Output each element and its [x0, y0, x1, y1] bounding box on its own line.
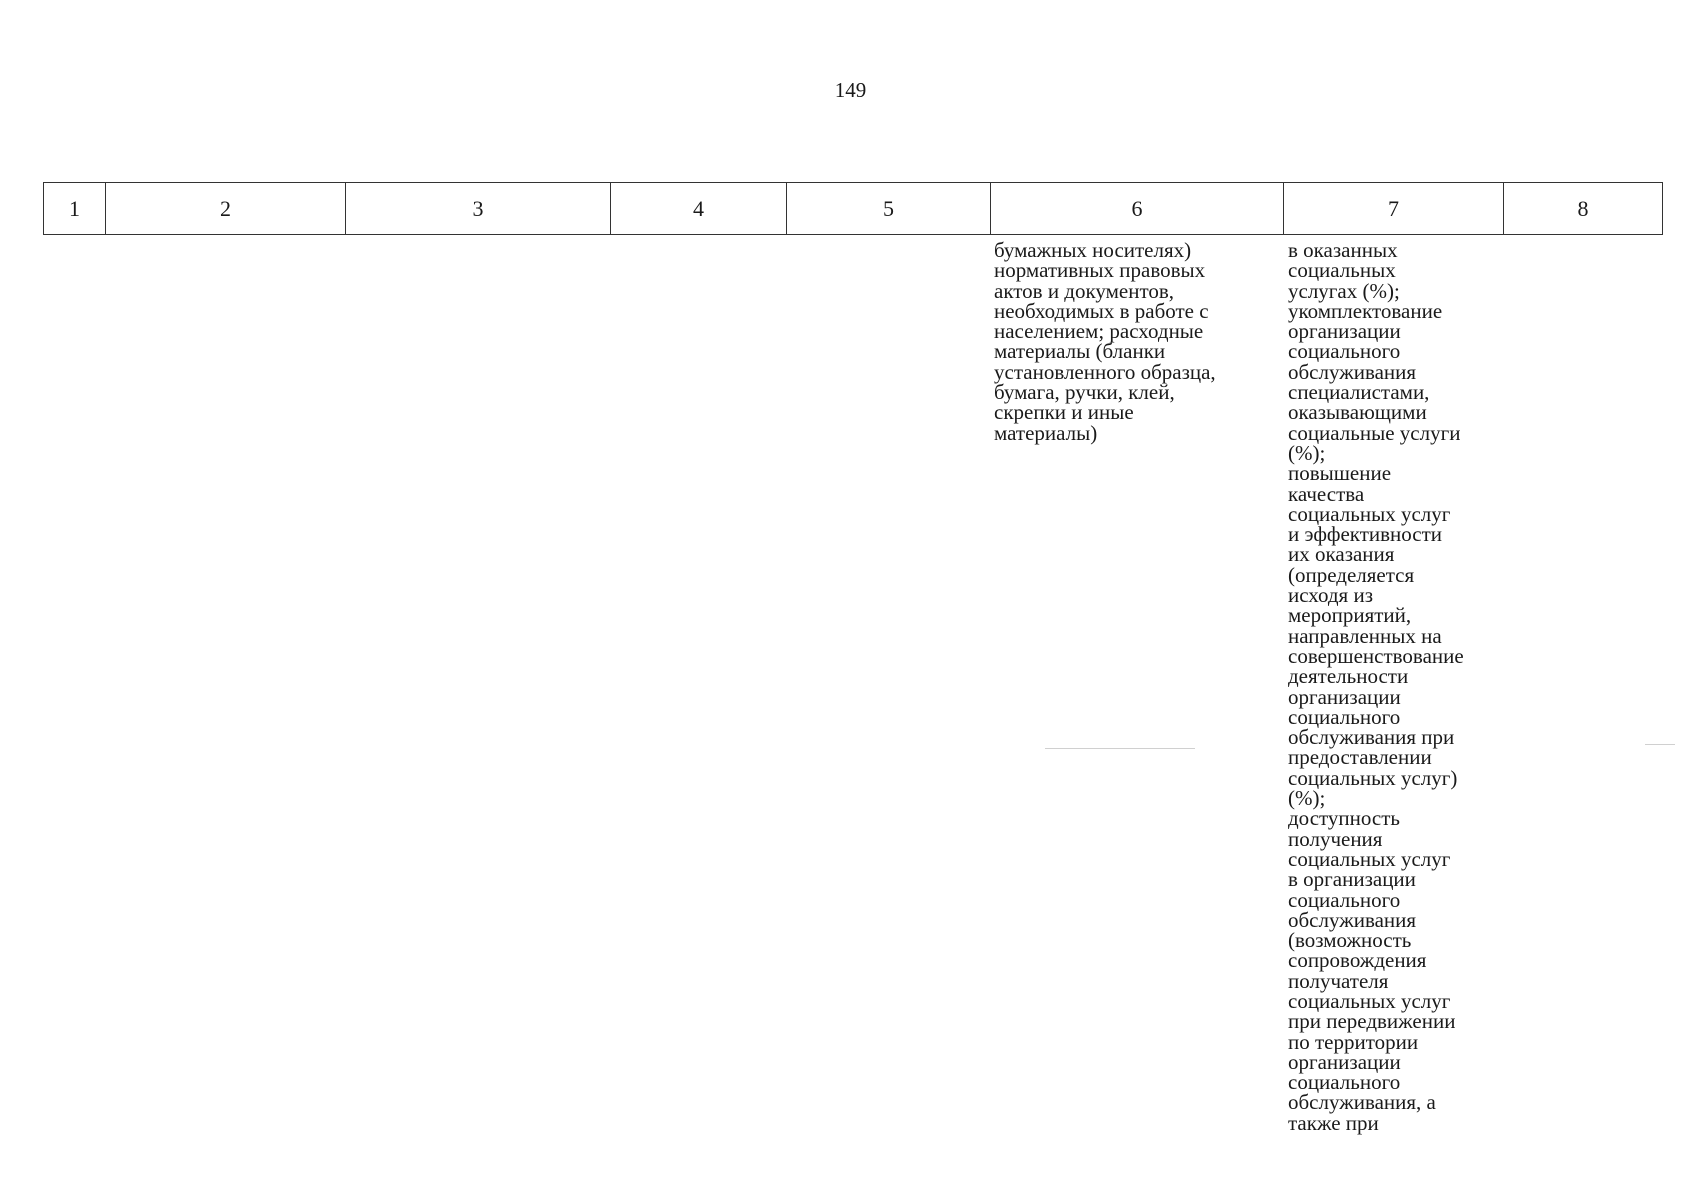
scan-artifact [1645, 744, 1675, 745]
header-row [44, 183, 1663, 235]
header-cell-5: 5 [787, 183, 991, 235]
header-cell-2: 2 [106, 183, 346, 235]
cell-col7-text: в оказанных социальных услугах (%); укомплектование организации социального обслуживания специалистами, оказывающими социальные услуги (%); повышение качества социальных услуг и эффективности их оказания (определяется исходя из мероприятий, направленных на совершенствование деятельности организации социального обслуживания при предоставлении социальных услуг) (%); доступность получения социальных услуг в организации социального обслуживания (возможность сопровождения получателя социальных услуг при передвижении по территории организации социального обслуживания, а также при [1288, 238, 1464, 1135]
scan-artifact [1045, 748, 1195, 749]
header-cell-1: 1 [44, 183, 106, 235]
header-cell-7: 7 [1284, 183, 1504, 235]
header-cell-4: 4 [611, 183, 787, 235]
header-cell-3: 3 [346, 183, 611, 235]
header-cell-8: 8 [1504, 183, 1663, 235]
header-cell-6: 6 [991, 183, 1284, 235]
cell-col6-text: бумажных носителях) нормативных правовых актов и документов, необходимых в работе с населением; расходные материалы (бланки установленного образца, бумага, ручки, клей, скрепки и иные материалы) [994, 238, 1216, 445]
column-number-header [43, 182, 1663, 235]
page-number: 149 [834, 78, 867, 102]
